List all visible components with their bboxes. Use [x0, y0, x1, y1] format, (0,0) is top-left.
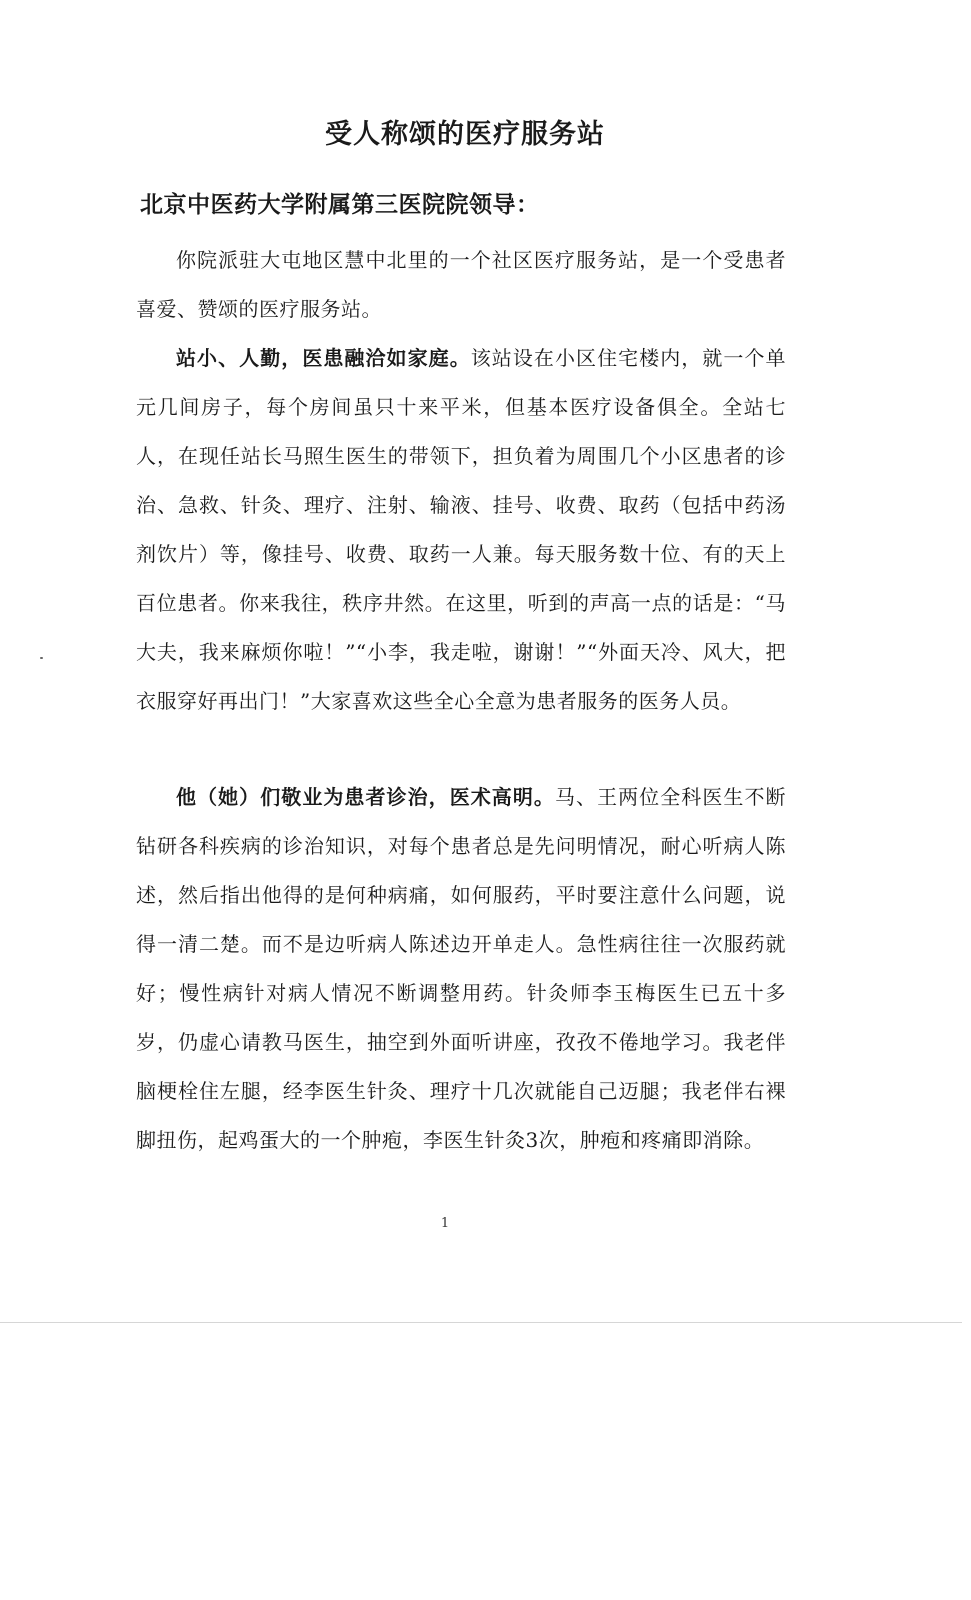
- document-title: 受人称颂的医疗服务站: [325, 119, 605, 150]
- paragraph-station: [136, 334, 786, 726]
- scan-speck: [40, 657, 43, 659]
- paragraph-intro: [136, 236, 786, 334]
- paragraph-text: 你院派驻大屯地区慧中北里的一个社区医疗服务站，是一个受患者喜爱、赞颂的医疗服务站。: [136, 248, 786, 321]
- paragraph-doctors: [136, 773, 786, 1165]
- salutation: 北京中医药大学附属第三医院院领导：: [140, 192, 540, 218]
- paragraph-lead: 站小、人勤，医患融洽如家庭。: [176, 346, 471, 370]
- paragraph-text: 该站设在小区住宅楼内，就一个单元几间房子，每个房间虽只十来平米，但基本医疗设备俱全。全站七人，在现任站长马照生医生的带领下，担负着为周围几个小区患者的诊治、急救、针灸、理疗、注射、输液、挂号、收费、取药（包括中药汤剂饮片）等，像挂号、收费、取药一人兼。每天服务数十位、有的天上百位患者。你来我往，秩序井然。在这里，听到的声高一点的话是：“马大夫，我来麻烦你啦！”“小李，我走啦，谢谢！”“外面天冷、风大，把衣服穿好再出门！”大家喜欢这些全心全意为患者服务的医务人员。: [136, 346, 786, 713]
- paragraph-text: 马、王两位全科医生不断钻研各科疾病的诊治知识，对每个患者总是先问明情况，耐心听病人陈述，然后指出他得的是何种病痛，如何服药，平时要注意什么问题，说得一清二楚。而不是边听病人陈述边开单走人。急性病往往一次服药就好；慢性病针对病人情况不断调整用药。针灸师李玉梅医生已五十多岁，仍虚心请教马医生，抽空到外面听讲座，孜孜不倦地学习。我老伴脑梗栓住左腿，经李医生针灸、理疗十几次就能自己迈腿；我老伴右裸脚扭伤，起鸡蛋大的一个肿疱，李医生针灸3次，肿疱和疼痛即消除。: [136, 785, 787, 1152]
- paragraph-lead: 他（她）们敬业为患者诊治，医术高明。: [176, 785, 555, 809]
- page-number: 1: [440, 1216, 450, 1231]
